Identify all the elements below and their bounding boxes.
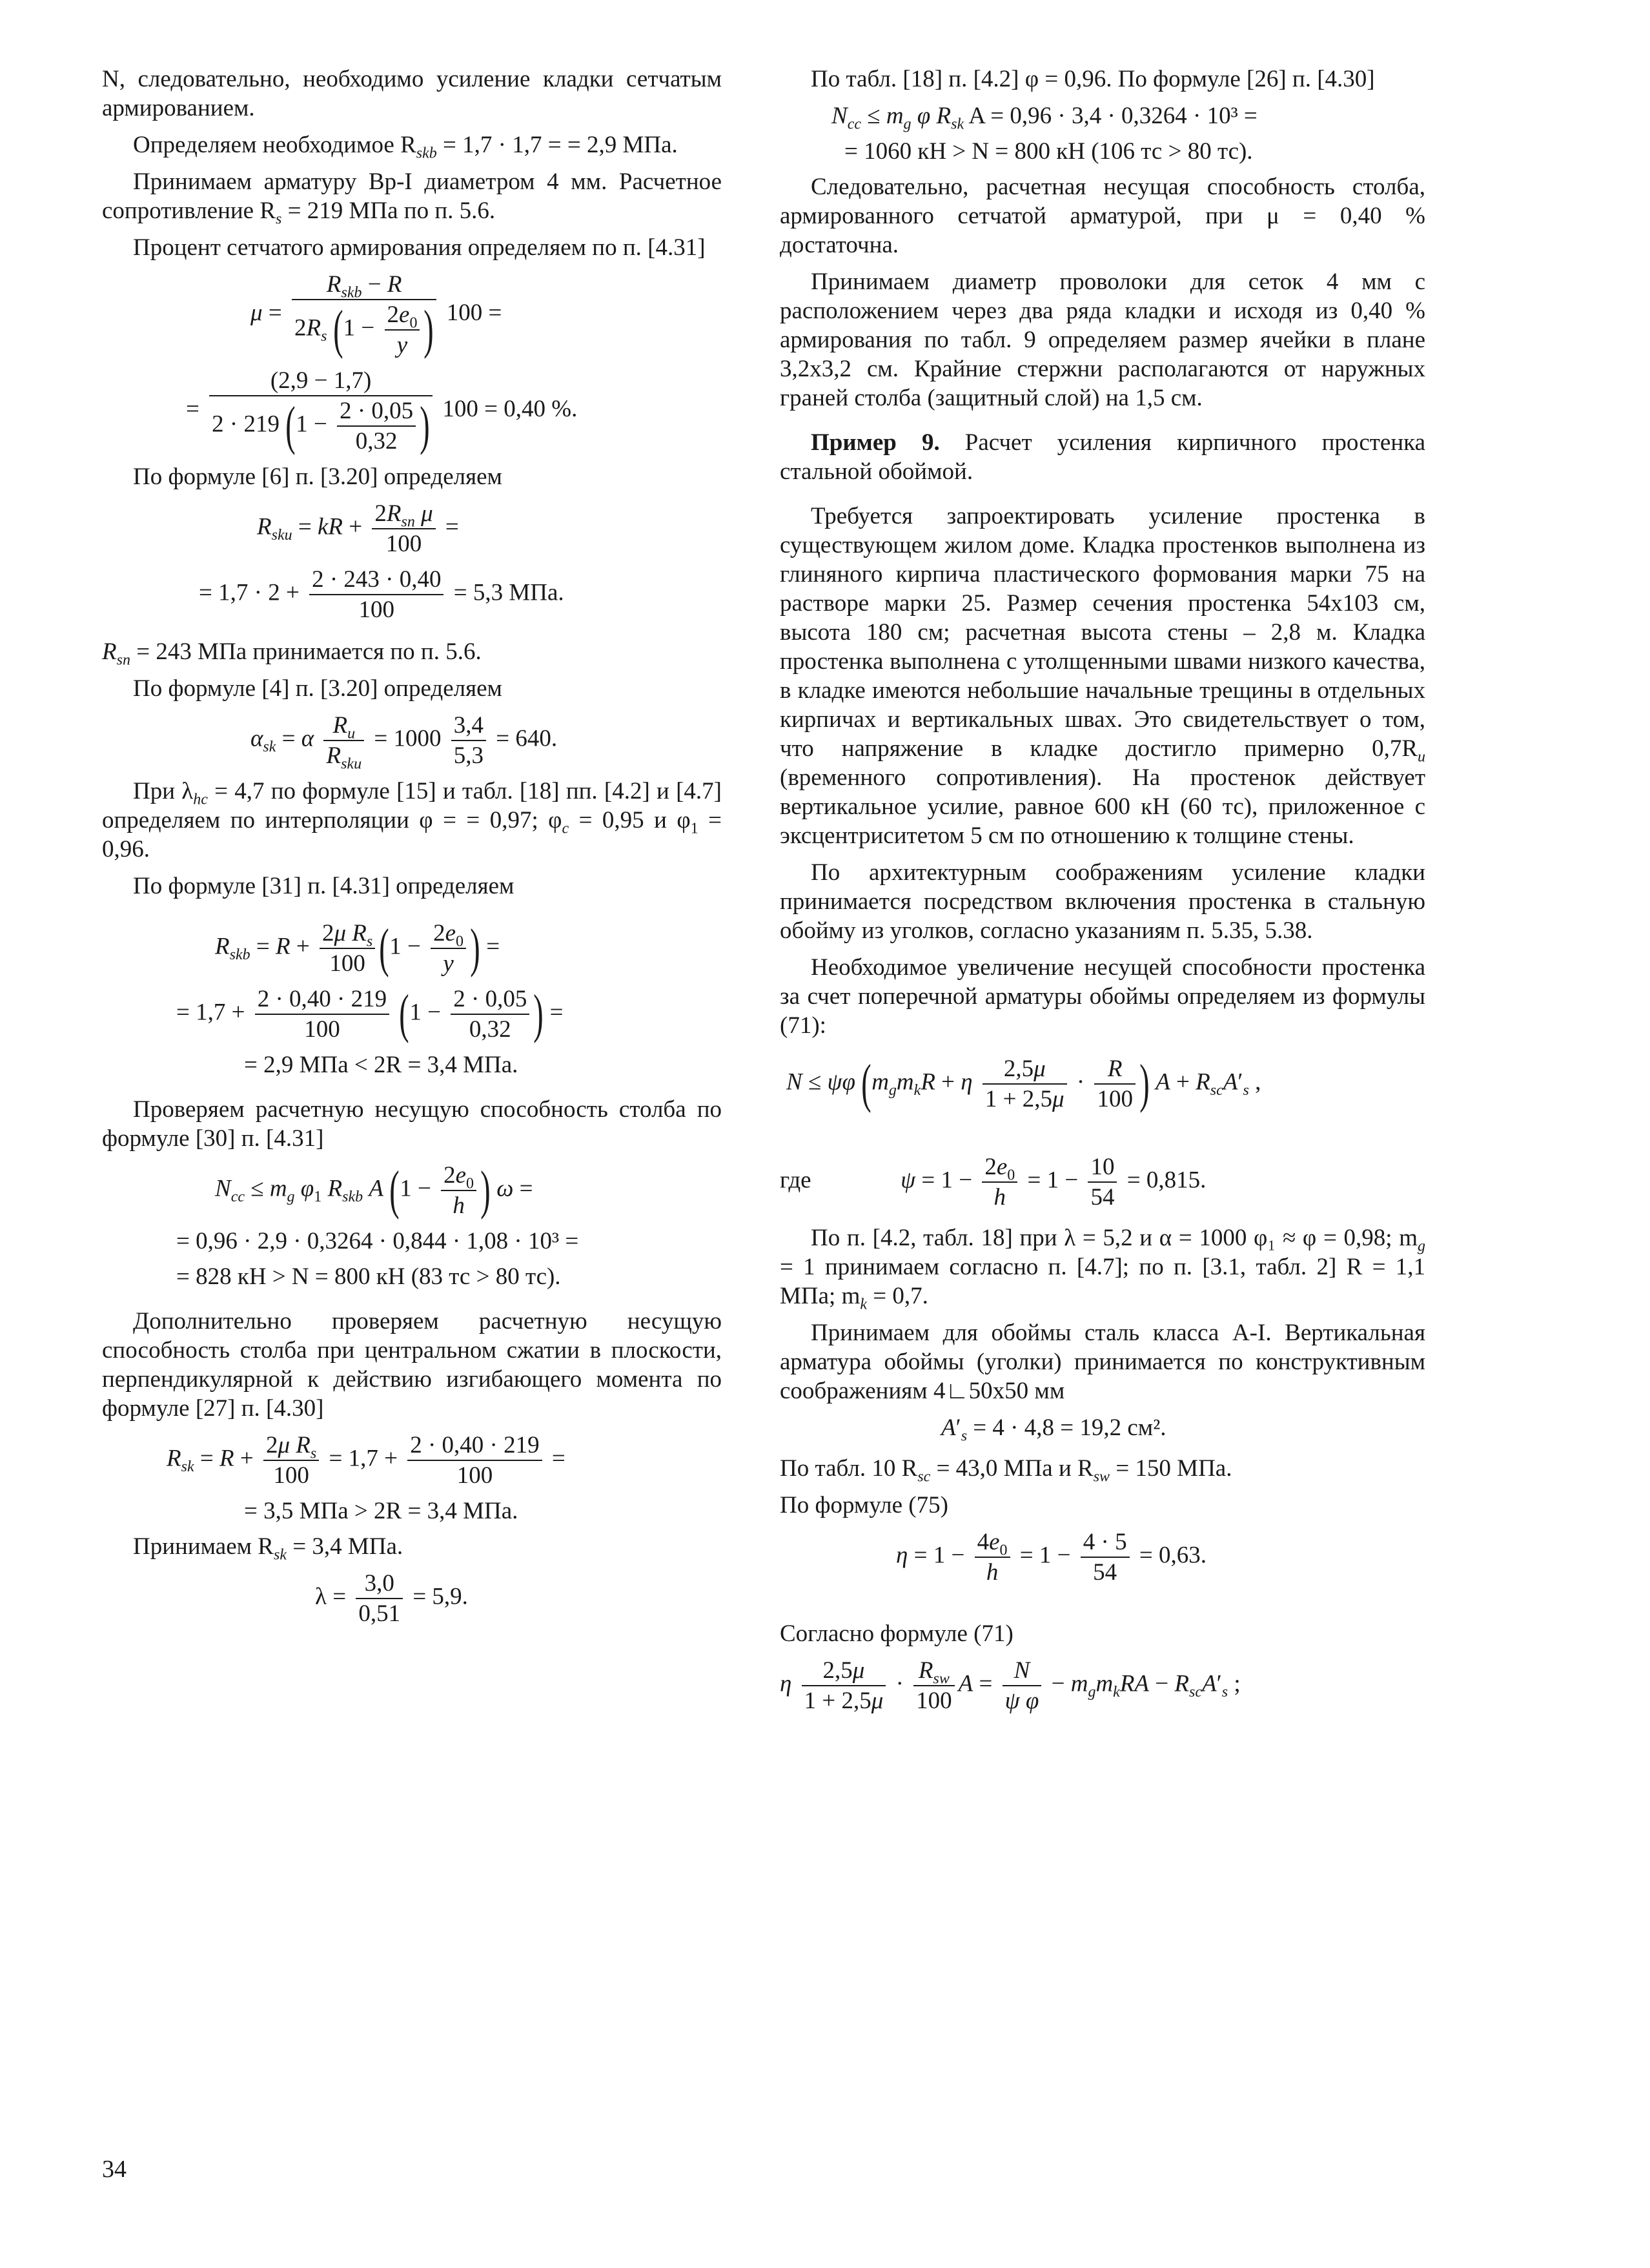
paragraph	[102, 674, 722, 703]
subscript: u	[1418, 748, 1425, 766]
formula-rsku: $R_{sku}$ = kR + $2R_{sn}$ μ 100 =	[257, 500, 459, 557]
paragraph	[102, 872, 722, 901]
paragraph	[102, 1307, 722, 1423]
text: = 1 принимаем согласно п. [4.7]; по п. [3.1, табл. 2] R = 1,1 МПа; m	[780, 1254, 1425, 1309]
paragraph	[780, 502, 1425, 850]
paragraph	[102, 1095, 722, 1153]
paragraph	[780, 953, 1425, 1040]
left-column	[102, 65, 722, 1635]
paragraph	[780, 267, 1425, 413]
paragraph	[102, 65, 722, 123]
text: Принимаем диаметр проволоки для сеток 4 мм с расположением через два ряда кладки и исходя из 0,40 % армирования по табл. 9 определяем размер ячейки в плане 3,2x3,2 см. Крайние стержни располагаются от наружных граней столба (защитный слой) на 1,5 см.	[780, 269, 1425, 411]
paragraph	[780, 1491, 1425, 1520]
formula-lambda: λ = $\frac{3,0}{0,51}$ = 5,9.	[315, 1570, 468, 1627]
formula-result: = 1060 кН > N = 800 кН (106 тс > 80 тс).	[844, 138, 1253, 165]
formula-eta: η = 1 − $\frac{4e_0}{h}$ = 1 − $\frac{4 \cdot 5}{54}$ = 0,63.	[896, 1529, 1207, 1586]
formula-rsk-result	[102, 1497, 722, 1526]
text: Принимаем арматуру Вр-I диаметром 4 мм. Расчетное сопротивление R	[102, 169, 722, 224]
right-column	[780, 65, 1425, 1722]
paragraph	[102, 130, 722, 162]
formula-ncc-values	[102, 1227, 722, 1256]
formula-result: = 640.	[496, 725, 558, 752]
text: По формуле (75)	[780, 1492, 948, 1518]
formula-ncc: $N_{cc} \le m_g$ $\varphi_1$ $R_{skb}$ A (1 − $\frac{2e_0}{h}$ ) ω =	[215, 1160, 533, 1220]
paragraph	[102, 462, 722, 491]
text: Требуется запроектировать усиление простенка в существующем жилом доме. Кладка простенков выполнена из глиняного кирпича пластического формования марки 75 на растворе марки 25. Размер сечения простенка 54x103 см, высота 180 см; расчетная высота стены – 2,8 м. Кладка простенка выполнена с утолщенными швами низкого качества, в кладке имеются небольшие начальные трещины в отдельных кирпичах и вертикальных швах. Это свидетельствует о том, что напряжение в кладке достигло примерно 0,7R	[780, 503, 1425, 762]
text: = 3,4 МПа.	[286, 1533, 403, 1560]
text: При λ	[133, 778, 194, 804]
text: Принимаем для обоймы сталь класса А-I. Вертикальная арматура обоймы (уголки) принимается по конструктивным соображениям 4∟50x50 мм	[780, 1320, 1425, 1404]
text: N, следовательно, необходимо усиление кладки сетчатым армированием.	[102, 66, 722, 121]
subscript: sk	[273, 1546, 287, 1564]
text: По табл. [18] п. [4.2] φ = 0,96. По формуле [26] п. [4.30]	[811, 66, 1375, 92]
formula-as: $A'_s = 4 \cdot 4,8 = 19,2$ см².	[941, 1415, 1166, 1445]
where-label: где	[780, 1167, 811, 1194]
text: Проверяем расчетную несущую способность столба по формуле [30] п. [4.31]	[102, 1096, 722, 1152]
subscript: skb	[416, 145, 437, 162]
paragraph	[780, 65, 1425, 94]
paragraph: По табл. 10 $R_{sc} = 43,0$ МПа и $R_{sw} = 150$ МПа.	[780, 1455, 1232, 1486]
text: Необходимое увеличение несущей способности простенка за счет поперечной арматуры обоймы определяем из формулы (71):	[780, 954, 1425, 1039]
formula-result: 100 = 0,40 %.	[442, 395, 578, 422]
example-title: Расчет усиления кирпичного простенка стальной обоймой.	[780, 429, 1425, 485]
formula-psi: где ψ = 1 − $\frac{2e_0}{h}$ = 1 − $\frac{10}{54}$ = 0,815.	[780, 1154, 1207, 1211]
paragraph	[780, 858, 1425, 945]
formula-rskb: $R_{skb} = R$ + $\frac{2\mu R_s}{100}$ (1 − $\frac{2e_0}{y}$ ) =	[215, 918, 500, 978]
paragraph	[780, 172, 1425, 260]
formula-result: = 5,3 МПа.	[453, 579, 564, 606]
paragraph: $R_{sn} = 243$ МПа принимается по п. 5.6.	[102, 639, 482, 669]
text: Дополнительно проверяем расчетную несущую способность столба при центральном сжатии в плоскости, перпендикулярной к действию изгибающего момента по формуле [27] п. [4.30]	[102, 1308, 722, 1422]
formula-result: = 0,63.	[1139, 1542, 1207, 1569]
text: = 4,7 по формуле [15] и табл. [18] пп. [4.2] и [4.7] определяем по интерполяции φ = = 0,97; φ	[102, 778, 722, 833]
text: По архитектурным соображениям усиление кладки принимается посредством включения простенка в стальную обойму из уголков, согласно указаниям п. 5.35, 5.38.	[780, 859, 1425, 944]
formula-ncc-result	[102, 1262, 722, 1291]
formula-71-rearranged: η $\frac{2,5\mu}{1 + 2,5\mu}$ · $R_{sw}$ 100 A = $\frac{N}{\text{ψ φ}}$ − $m_gm_kRA - R_{sc}A'_s$ ;	[780, 1657, 1241, 1714]
text: = 150 МПа.	[1110, 1455, 1232, 1482]
text: = 0,7.	[867, 1283, 928, 1309]
formula-line: A = 0,96 · 3,4 · 0,3264 · 10³ =	[964, 103, 1258, 129]
text: Процент сетчатого армирования определяем по п. [4.31]	[133, 234, 706, 261]
paragraph	[102, 233, 722, 262]
formula-ncc1: $N_{cc} \le m_g$ φ $R_{sk}$ A = 0,96 · 3,4 · 0,3264 · 10³ =	[831, 103, 1258, 133]
formula-result: = 3,5 МПа > 2R = 3,4 МПа.	[244, 1498, 518, 1524]
subscript: hc	[193, 791, 208, 808]
text: = 1,7 · 1,7 = = 2,9 МПа.	[436, 132, 678, 158]
text: Следовательно, расчетная несущая способность столба, армированного сетчатой арматурой, при μ = 0,40 % достаточна.	[780, 174, 1425, 258]
example-label: Пример 9.	[811, 429, 940, 456]
text: По п. [4.2, табл. 18] при λ = 5,2 и α = 1000 φ₁ ≈ φ = 0,98; m	[811, 1225, 1418, 1251]
formula-result: = 2,9 МПа < 2R = 3,4 МПа.	[244, 1052, 518, 1078]
formula-ncc1-result	[780, 137, 1425, 166]
subscript: s	[276, 210, 282, 228]
formula-rskb-result	[102, 1050, 722, 1079]
formula-mu-values: = (2,9 − 1,7) 2 · 219 (1 − $\frac{2 \cdot 0,05}{0,32}$ ) 100 = 0,40 %.	[186, 367, 578, 456]
text: По формуле [31] п. [4.31] определяем	[133, 873, 514, 899]
text: (временного сопротивления). На простенок действует вертикальное усилие, равное 600 кН (60 тс), приложенное с эксцентриситетом 5 см по отношению к толщине стены.	[780, 764, 1425, 849]
text: = 243 МПа принимается по п. 5.6.	[130, 639, 482, 665]
text: Определяем необходимое R	[133, 132, 416, 158]
paragraph	[780, 1619, 1425, 1648]
paragraph: При $\lambda_{hc} = 4,7$ по формуле [15] и табл. [18] пп. [4.2] и [4.7] определяем по интерполяции φ = = 0,97; $\varphi_c = 0,95$ и $\varphi_1 = 0,96$.	[102, 778, 722, 863]
paragraph	[102, 167, 722, 228]
page-number: 34	[102, 2156, 127, 2183]
text: По формуле [4] п. [3.20] определяем	[133, 675, 502, 702]
formula-mu: μ = $R_{skb} - R$ $2R_s$ (1 − $\frac{2e_0}{y}$ ) 100 =	[250, 271, 502, 360]
formula-71: N ≤ ψφ ($m_gm_kR + \eta$ $\frac{2,5\mu}{1 + 2,5\mu}$ · $\frac{R}{100}$ ) $A + R_{sc}A'_s$ ,	[786, 1054, 1261, 1114]
formula-result: = 828 кН > N = 800 кН (83 тс > 80 тс).	[176, 1263, 561, 1290]
paragraph: По п. [4.2, табл. 18] при λ = 5,2 и α = 1000 φ₁ ≈ φ = 0,98; $m_g = 1$ принимаем согласно п. [4.7]; по п. [3.1, табл. 2] R = 1,1 МПа; $m_k = 0,7$.	[780, 1225, 1425, 1313]
text: = 43,0 МПа и R	[930, 1455, 1094, 1482]
text: = 0,96.	[102, 807, 722, 863]
text: = 219 МПа по п. 5.6.	[281, 198, 496, 224]
text: Согласно формуле (71)	[780, 1620, 1013, 1647]
formula-line: = 0,96 · 2,9 · 0,3264 · 0,844 · 1,08 · 10³ =	[176, 1228, 579, 1254]
formula-result: = 0,815.	[1126, 1167, 1207, 1194]
formula-rsku-values: = 1,7 · 2 + $\frac{2 \cdot 243 \cdot 0,40}{100}$ = 5,3 МПа.	[199, 566, 564, 623]
formula-result: = 5,9.	[412, 1583, 468, 1610]
formula-rskb-values: = 1,7 + $\frac{2 \cdot 0,40 \cdot 219}{100}$ (1 − $\frac{2 \cdot 0,05}{0,32}$ ) =	[176, 984, 564, 1044]
formula-rsk: $R_{sk} = R$ + $\frac{2\mu R_s}{100}$ = 1,7 + $\frac{2 \cdot 0,40 \cdot 219}{100}$ =	[167, 1432, 565, 1489]
paragraph	[102, 1532, 722, 1564]
formula-line: = 4 · 4,8 = 19,2 см².	[967, 1415, 1166, 1441]
paragraph	[780, 1318, 1425, 1405]
example-heading	[780, 428, 1425, 486]
text: Принимаем R	[133, 1533, 274, 1560]
text: По табл. 10 R	[780, 1455, 918, 1482]
formula-ask: $\alpha_{sk} = \alpha$ $R_u$ $R_{sku}$ = 1000 $\frac{3,4}{5,3}$ = 640.	[250, 712, 558, 773]
text: По формуле [6] п. [3.20] определяем	[133, 464, 502, 490]
text: = 0,95 и φ	[569, 807, 691, 833]
